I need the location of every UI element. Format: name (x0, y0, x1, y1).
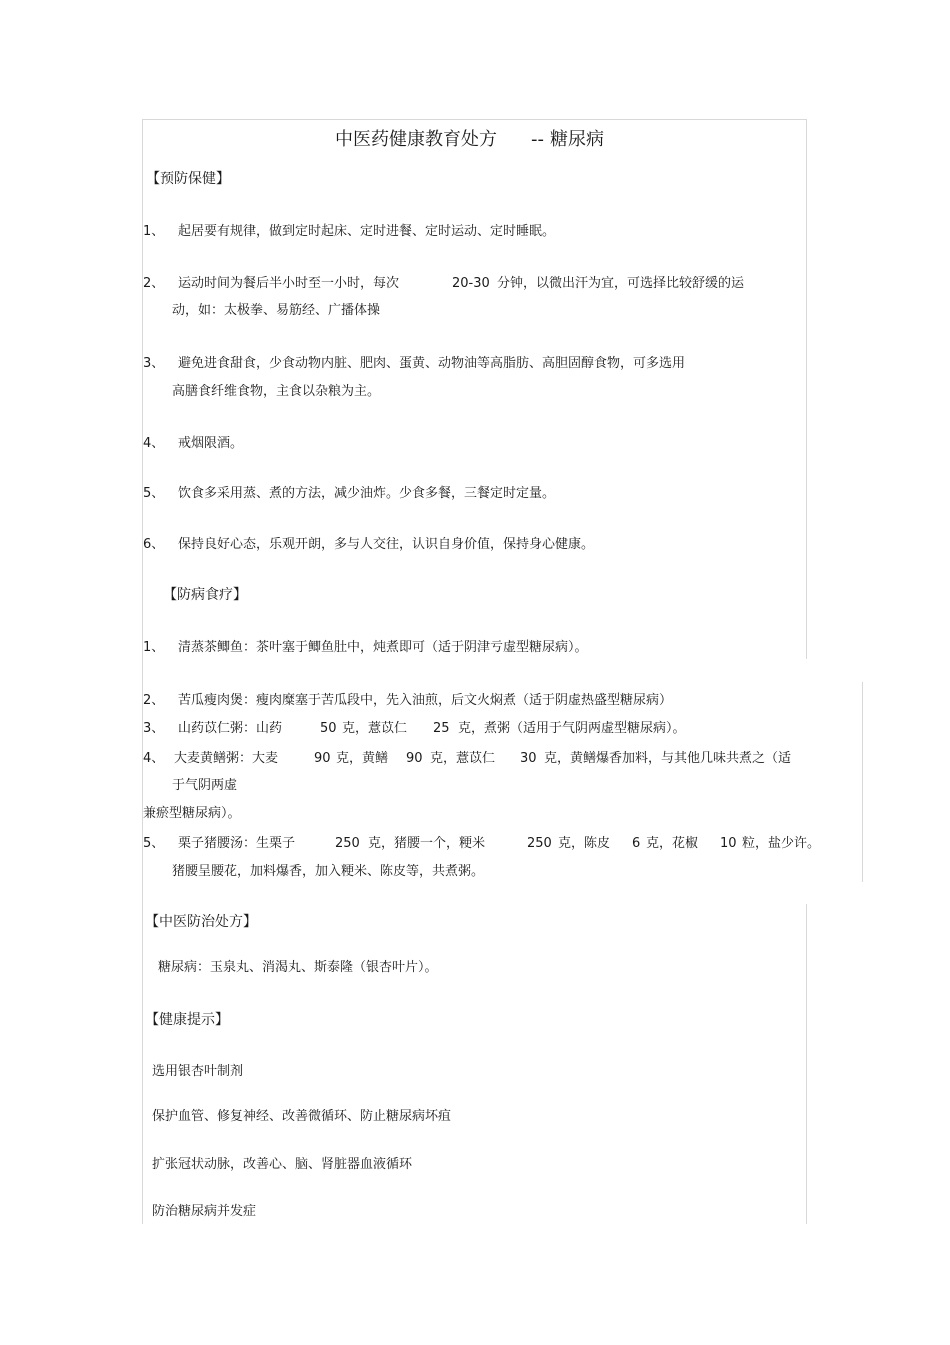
prescription-text: 糖尿病：玉泉丸、消渴丸、斯泰隆（银杏叶片）。 (158, 960, 438, 975)
frame-top-rule (142, 119, 807, 120)
diet-item-1-number: 1、 (143, 640, 165, 655)
prevention-item-2-text-a: 运动时间为餐后半小时至一小时，每次 (178, 276, 400, 291)
diet-item-5-text-h: 10 (720, 836, 737, 851)
prevention-item-4-number: 4、 (143, 436, 165, 451)
diet-item-3-text-b: 50 (320, 721, 337, 736)
diet-item-2-text: 苦瓜瘦肉煲：瘦肉糜塞于苦瓜段中，先入油煎，后文火焖煮（适于阴虚热盛型糖尿病） (178, 693, 673, 708)
diet-item-5-text-c: 克，猪腰一个，粳米 (368, 836, 486, 851)
prevention-item-2-continuation: 动，如：太极拳、易筋经、广播体操 (172, 303, 381, 318)
prevention-item-3-continuation: 高膳食纤维食物，主食以杂粮为主。 (172, 384, 381, 399)
prevention-item-2-text-b: 20-30 (452, 276, 490, 291)
tips-item-4: 防治糖尿病并发症 (152, 1204, 257, 1219)
prevention-item-6-text: 保持良好心态，乐观开朗，多与人交往，认识自身价值，保持身心健康。 (178, 537, 595, 552)
tips-item-1: 选用银杏叶制剂 (152, 1064, 244, 1079)
diet-item-4-text-f: 30 (520, 751, 537, 766)
diet-item-3-text-a: 山药苡仁粥：山药 (178, 721, 283, 736)
diet-item-4-text-b: 90 (314, 751, 331, 766)
diet-item-2-number: 2、 (143, 693, 165, 708)
diet-item-5-text-b: 250 (335, 836, 360, 851)
prevention-item-6-number: 6、 (143, 537, 165, 552)
prevention-item-1-number: 1、 (143, 224, 165, 239)
diet-item-5-text-i: 粒，盐少许。 (742, 836, 821, 851)
prevention-heading: 【预防保健】 (146, 171, 230, 187)
diet-item-5-text-g: 克，花椒 (646, 836, 699, 851)
prevention-item-1-text: 起居要有规律，做到定时起床、定时进餐、定时运动、定时睡眠。 (178, 224, 556, 239)
diet-item-3-text-d: 25 (433, 721, 450, 736)
frame-right-rule-3 (806, 904, 807, 1224)
frame-right-rule-2 (862, 682, 863, 882)
diet-item-5-text-d: 250 (527, 836, 552, 851)
diet-heading: 【防病食疗】 (163, 587, 247, 603)
prevention-item-2-number: 2、 (143, 276, 165, 291)
diet-item-3-number: 3、 (143, 721, 165, 736)
diet-item-5-text-a: 栗子猪腰汤：生栗子 (178, 836, 296, 851)
frame-right-rule (806, 119, 807, 659)
prevention-item-5-text: 饮食多采用蒸、煮的方法，减少油炸。少食多餐，三餐定时定量。 (178, 486, 556, 501)
diet-item-4-text-a: 大麦黄鳝粥：大麦 (174, 751, 279, 766)
diet-item-4-text-c: 克，黄鳝 (336, 751, 389, 766)
diet-item-4-continuation: 于气阴两虚 (172, 778, 238, 793)
prevention-item-3-text: 避免进食甜食，少食动物内脏、肥肉、蛋黄、动物油等高脂肪、高胆固醇食物，可多选用 (178, 356, 686, 371)
prevention-item-4-text: 戒烟限酒。 (178, 436, 244, 451)
diet-item-4-number: 4、 (143, 751, 165, 766)
prevention-item-5-number: 5、 (143, 486, 165, 501)
title-separator: -- (531, 129, 544, 150)
diet-item-4-text-g: 克，黄鳝爆香加料，与其他几味共煮之（适 (544, 751, 792, 766)
prevention-item-2-text-c: 分钟，以微出汗为宜，可选择比较舒缓的运 (497, 276, 745, 291)
prescription-heading: 【中医防治处方】 (145, 914, 257, 930)
diet-item-1-text: 清蒸茶鲫鱼：茶叶塞于鲫鱼肚中，炖煮即可（适于阴津亏虚型糖尿病）。 (178, 640, 588, 655)
diet-item-3-text-c: 克，薏苡仁 (342, 721, 408, 736)
tips-item-2: 保护血管、修复神经、改善微循环、防止糖尿病坏疽 (152, 1109, 452, 1124)
diet-item-4-text-e: 克，薏苡仁 (430, 751, 496, 766)
title-topic: 糖尿病 (550, 129, 604, 150)
diet-item-5-text-f: 6 (632, 836, 641, 851)
diet-item-3-text-e: 克，煮粥（适用于气阴两虚型糖尿病）。 (458, 721, 686, 736)
diet-item-5-continuation: 猪腰呈腰花，加料爆香，加入粳米、陈皮等，共煮粥。 (172, 864, 485, 879)
tips-item-3: 扩张冠状动脉，改善心、脑、肾脏器血液循环 (152, 1157, 413, 1172)
prevention-item-3-number: 3、 (143, 356, 165, 371)
diet-item-5-number: 5、 (143, 836, 165, 851)
title-main: 中医药健康教育处方 (335, 129, 497, 150)
diet-item-4-continuation-2: 兼瘀型糖尿病）。 (143, 806, 241, 821)
diet-item-5-text-e: 克，陈皮 (558, 836, 611, 851)
diet-item-4-text-d: 90 (406, 751, 423, 766)
tips-heading: 【健康提示】 (145, 1012, 229, 1028)
